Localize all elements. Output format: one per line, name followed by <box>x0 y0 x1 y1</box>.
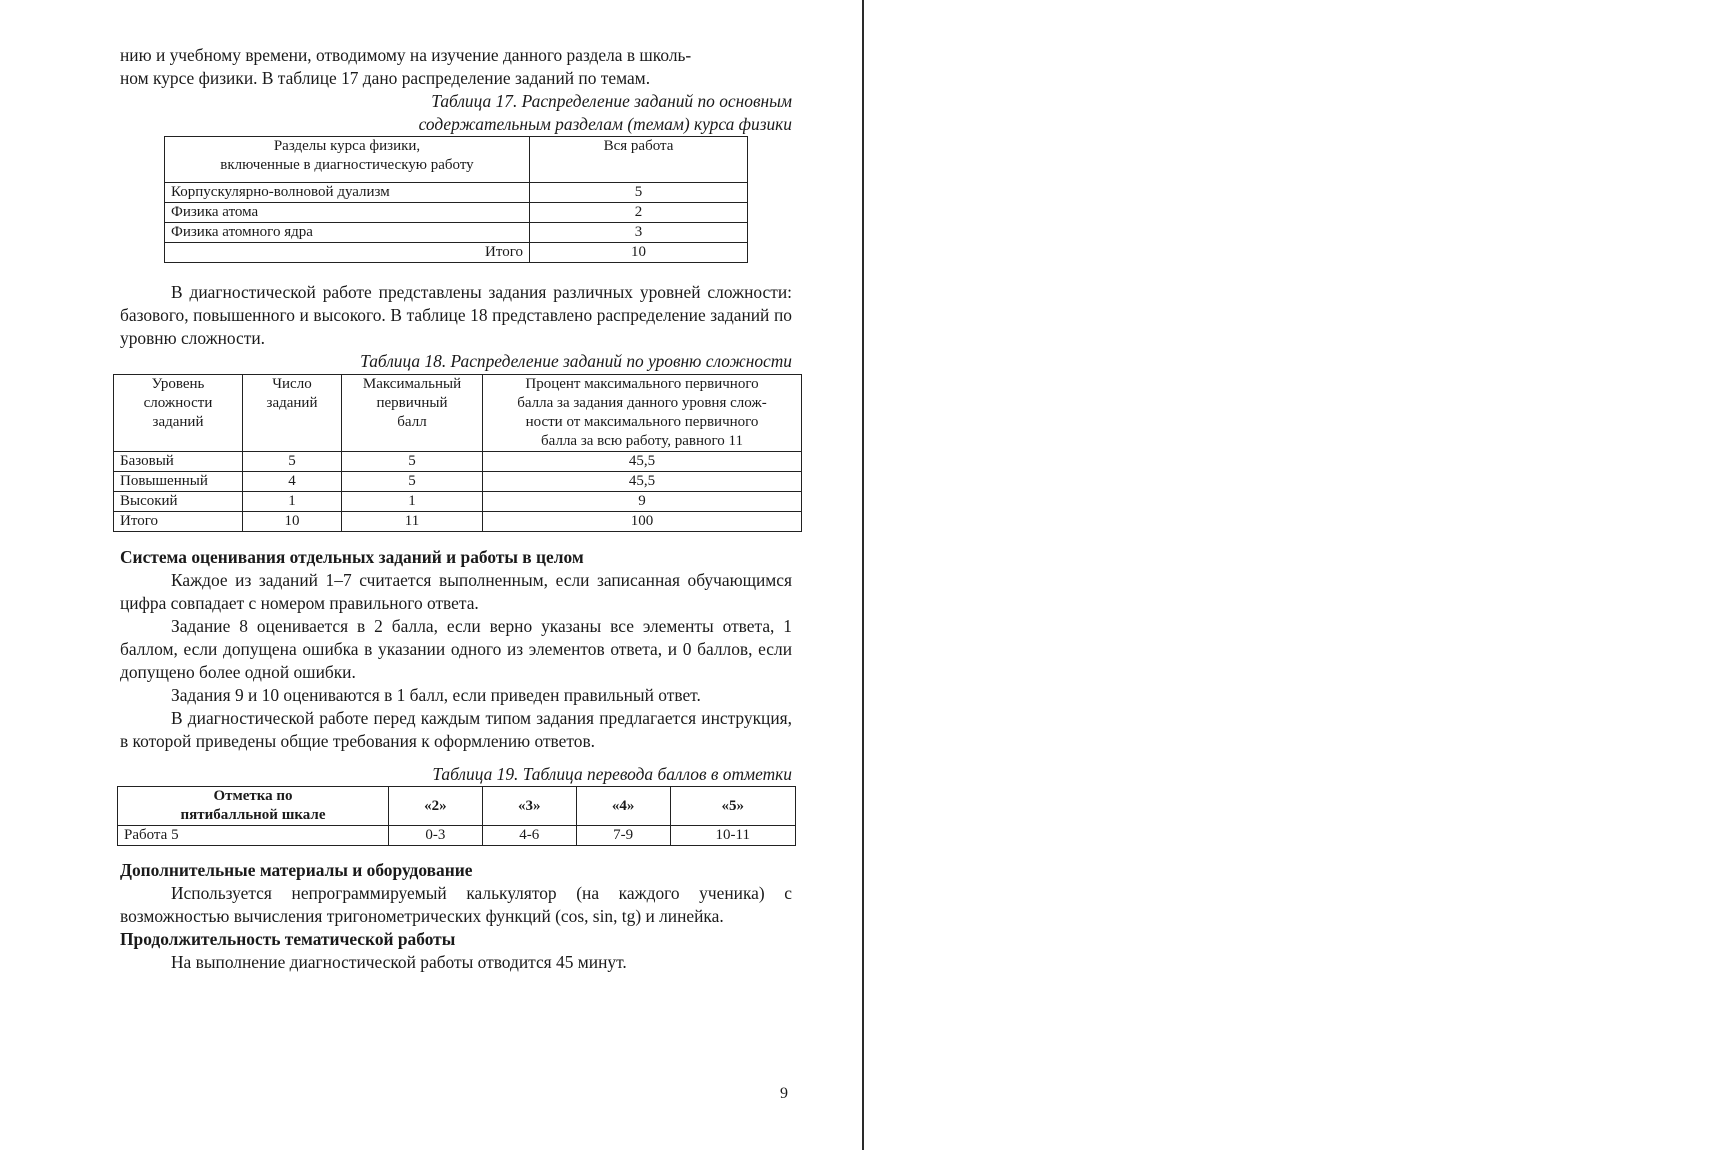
table-row <box>165 183 748 203</box>
section-materials-title: Дополнительные материалы и оборудование <box>120 860 473 880</box>
table-row <box>114 512 802 532</box>
table18-level-cell: Высокий <box>114 492 243 512</box>
table18 <box>113 374 802 532</box>
table17-topic-cell: Корпускулярно-волновой дуализм <box>165 183 530 203</box>
table-row <box>114 492 802 512</box>
table17-header-total: Вся работа <box>530 137 748 183</box>
duration-paragraph: На выполнение диагностической работы отводится 45 минут. <box>171 952 627 972</box>
table18-header-max-score <box>342 375 483 452</box>
table17-topic-cell: Физика атома <box>165 203 530 223</box>
table17-total-label: Итого <box>165 243 530 263</box>
table19-range-3: 4-6 <box>482 826 576 846</box>
table18-header-count-line-2: заданий <box>266 395 318 411</box>
document-page <box>120 44 792 974</box>
table18-header-level-line-2: сложности <box>143 395 213 411</box>
grading-paragraph-1: Каждое из заданий 1–7 считается выполненным, если записанная обучающимся цифра совпадает с номером правильного ответа. <box>120 570 792 613</box>
grading-paragraph-3: Задания 9 и 10 оцениваются в 1 балл, если приведен правильный ответ. <box>171 685 701 705</box>
page-spine-divider <box>862 0 864 1150</box>
intro-line-1: нию и учебному времени, отводимому на изучение данного раздела в школь- <box>120 45 692 65</box>
table18-level-cell: Итого <box>114 512 243 532</box>
grading-paragraph-2: Задание 8 оценивается в 2 балла, если верно указаны все элементы ответа, 1 баллом, если допущена ошибка в указании одного из элементов ответа, и 0 баллов, если допущено более одной ошибки. <box>120 616 792 682</box>
table18-header-max-line-2: первичный <box>376 395 448 411</box>
table18-level-cell: Повышенный <box>114 472 243 492</box>
table17-header-topic-line-2: включенные в диагностическую работу <box>220 157 474 173</box>
table18-header-percent-line-3: ности от максимального первичного <box>525 414 759 430</box>
table17-header-topic <box>165 137 530 183</box>
grading-paragraph-4: В диагностической работе перед каждым типом задания предлагается инструкция, в которой приведены общие требования к оформлению ответов. <box>120 708 792 751</box>
table18-header-max-line-1: Максимальный <box>362 376 462 392</box>
table-row <box>118 826 796 846</box>
table17-total-row <box>165 243 748 263</box>
table17-caption-line-2: содержательным разделам (темам) курса физики <box>418 114 792 134</box>
intro-line-2: ном курсе физики. В таблице 17 дано распределение заданий по темам. <box>120 68 651 88</box>
table18-count-cell: 1 <box>243 492 342 512</box>
table19-range-2: 0-3 <box>389 826 483 846</box>
table18-header-max-line-3: балл <box>397 414 427 430</box>
table-row <box>165 203 748 223</box>
table19-header-scale-line-2: пятибалльной шкале <box>180 807 326 823</box>
table19-header-scale <box>118 787 389 826</box>
table17-header-topic-line-1: Разделы курса физики, <box>273 138 421 154</box>
table-row <box>114 472 802 492</box>
table18-max-cell: 1 <box>342 492 483 512</box>
paragraph-levels: В диагностической работе представлены задания различных уровней сложности: базового, повышенного и высокого. В таблице 18 представлено распределение заданий по уровню сложности. <box>120 282 792 348</box>
table18-max-cell: 5 <box>342 452 483 472</box>
table19-work-label: Работа 5 <box>118 826 389 846</box>
table17-header-row <box>165 137 748 183</box>
table18-header-count <box>243 375 342 452</box>
table17-count-cell: 5 <box>530 183 748 203</box>
table18-header-percent-line-4: балла за всю работу, равного 11 <box>541 433 743 449</box>
materials-paragraph: Используется непрограммируемый калькулятор (на каждого ученика) с возможностью вычисления тригонометрических функций (cos, sin, tg) и линейка. <box>120 883 792 926</box>
table19-header-scale-line-1: Отметка по <box>213 788 293 804</box>
table17-total-value: 10 <box>530 243 748 263</box>
table18-header-percent-line-2: балла за задания данного уровня слож- <box>517 395 767 411</box>
table18-percent-cell: 100 <box>483 512 802 532</box>
table18-header-level-line-3: заданий <box>152 414 204 430</box>
table-row <box>165 223 748 243</box>
table19-caption: Таблица 19. Таблица перевода баллов в отметки <box>432 764 792 784</box>
table18-header-percent-line-1: Процент максимального первичного <box>525 376 759 392</box>
table18-level-cell: Базовый <box>114 452 243 472</box>
table17-count-cell: 2 <box>530 203 748 223</box>
table19-header-row <box>118 787 796 826</box>
page-number: 9 <box>780 1085 788 1102</box>
table18-count-cell: 5 <box>243 452 342 472</box>
table18-max-cell: 5 <box>342 472 483 492</box>
table19-header-grade-4: «4» <box>576 787 670 826</box>
section-duration-title: Продолжительность тематической работы <box>120 929 456 949</box>
table18-percent-cell: 45,5 <box>483 472 802 492</box>
table18-header-count-line-1: Число <box>272 376 312 392</box>
table17 <box>164 136 748 263</box>
table17-count-cell: 3 <box>530 223 748 243</box>
table18-header-level-line-1: Уровень <box>151 376 205 392</box>
table18-percent-cell: 45,5 <box>483 452 802 472</box>
table18-count-cell: 4 <box>243 472 342 492</box>
table17-topic-cell: Физика атомного ядра <box>165 223 530 243</box>
table19-header-grade-2: «2» <box>389 787 483 826</box>
table18-header-row <box>114 375 802 452</box>
table18-percent-cell: 9 <box>483 492 802 512</box>
table18-caption: Таблица 18. Распределение заданий по уровню сложности <box>360 351 792 371</box>
table19-range-5: 10-11 <box>670 826 795 846</box>
table19-header-grade-3: «3» <box>482 787 576 826</box>
table17-caption-line-1: Таблица 17. Распределение заданий по основным <box>431 91 792 111</box>
table18-max-cell: 11 <box>342 512 483 532</box>
table18-header-level <box>114 375 243 452</box>
table19 <box>117 786 796 846</box>
table19-range-4: 7-9 <box>576 826 670 846</box>
table18-count-cell: 10 <box>243 512 342 532</box>
table-row <box>114 452 802 472</box>
section-grading-title: Система оценивания отдельных заданий и работы в целом <box>120 547 584 567</box>
table19-header-grade-5: «5» <box>670 787 795 826</box>
table18-header-percent <box>483 375 802 452</box>
